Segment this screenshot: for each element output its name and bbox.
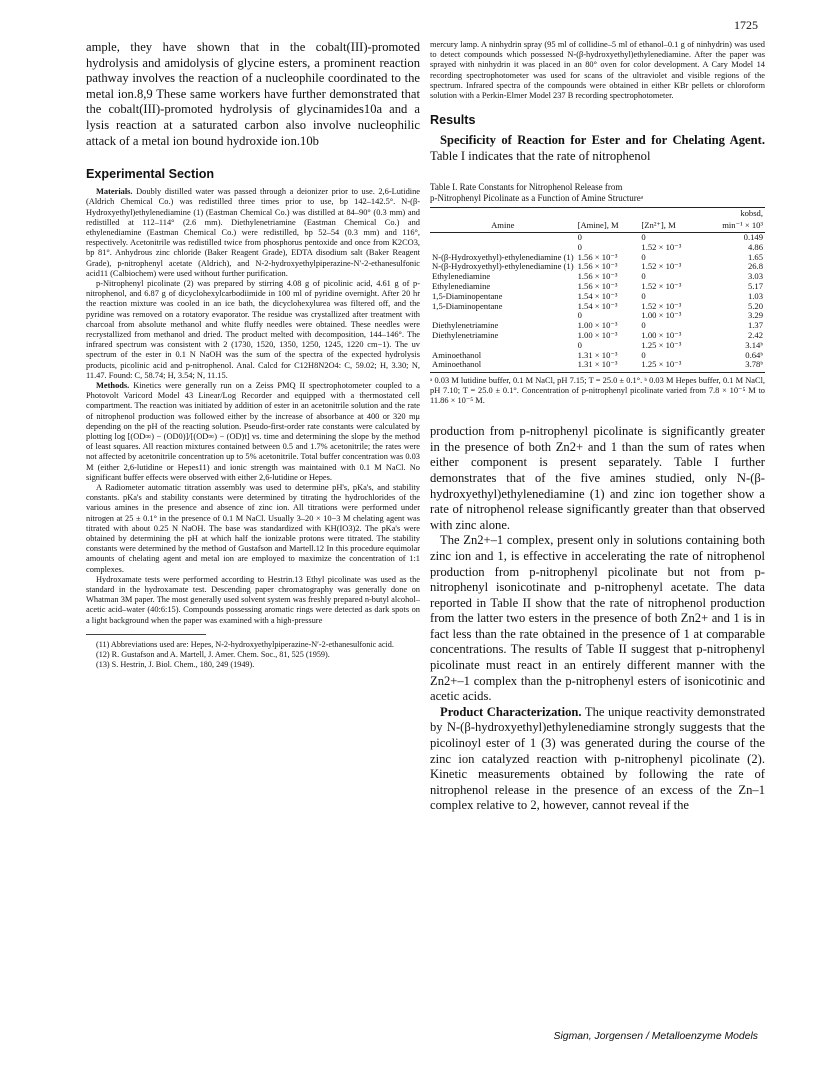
footnote-divider <box>86 634 206 635</box>
cell-kobsd: 2.42 <box>747 329 763 340</box>
intro-paragraph: ample, they have shown that in the cobalt(III)-promoted hydrolysis and amidolysis of glycine esters, a prominent reaction pathway involves the reaction of a nucleophile coordinated to the metal ion.8,9 These same workers have further demonstrated that the cobalt(III)-promoted hydrolysis of glycinamides10a and a lysis reaction at a saturated carbon also involve nucleophilic attack of a metal ion bound hydroxide ion.10b <box>86 40 420 148</box>
cell-kobsd: 0.64ᵇ <box>745 349 763 360</box>
materials-paragraph <box>86 187 420 279</box>
cell-amine: N-(β-Hydroxyethyl)-ethylenediamine (1) <box>432 261 574 272</box>
methods-paragraph <box>86 381 420 483</box>
cell-kobsd: 0.149 <box>743 232 763 242</box>
cell-amine: N-(β-Hydroxyethyl)-ethylenediamine (1) <box>432 251 574 262</box>
footnote-12: (12) R. Gustafson and A. Martell, J. Amer. Chem. Soc., 81, 525 (1959). <box>96 649 330 659</box>
materials-text: Doubly distilled water was passed through a deionizer prior to use. 2,6-Lutidine (Aldrich Chemical Co.) was redistilled three times prior to use, bp 142–142.5°. N-(β-Hydroxyethyl)ethylenediamine (1) (Eastman Chemical Co.) was distilled at 84–90° (0.3 mm) and redistilled at 112–114° (2.6 mm). Diethylenetriamine (Eastman Chemical Co.) and ethylenediamine (Eastman Chemical Co.) were redistilled, bp 52–54 (0.3 mm) and 116°, respectively. Acetonitrile was redistilled twice from phosphorus pentoxide and once from K2CO3, bp 81°. Anhydrous zinc chloride (Baker Reagent Grade), EDTA disodium salt (Baker Reagent Grade), p-nitrophenyl acetate (Aldrich), and N-2-hydroxyethylpiperazine-N′-2-ethanesulfonic acid11 (Calbiochem) were used without further purification. <box>86 187 420 278</box>
specificity-text: Table I indicates that the rate of nitrophenol <box>430 148 651 163</box>
cell-zn: 0 <box>641 232 646 242</box>
cell-amine: Aminoethanol <box>430 360 576 372</box>
cell-amine-conc: 1.56 × 10⁻³ <box>577 251 618 262</box>
cell-amine-conc: 0 <box>577 310 582 321</box>
cell-amine: Diethylenetriamine <box>432 320 499 331</box>
cell-kobsd: 5.20 <box>747 300 763 311</box>
cell-zn: 0 <box>641 271 646 282</box>
header-zn: [Zn²⁺], M <box>639 220 701 232</box>
header-kobsd-top: kobsd, <box>702 208 765 220</box>
table-1 <box>430 182 765 406</box>
left-column <box>86 40 420 670</box>
table-body <box>430 233 765 373</box>
cell-kobsd: 3.14ᵇ <box>745 339 763 350</box>
production-paragraph: production from p-nitrophenyl picolinate is significantly greater in the presence of both Zn2+ and 1 than the sum of rates when either component is present separately. Table I further demonstrates that of the five amines studied, only N-(β-hydroxyethyl)ethylenediamine (1) and zinc ion together show a rate of nitrophenol release significantly greater than that observed with zinc alone. <box>430 424 765 532</box>
cell-amine: Ethylenediamine <box>432 271 491 282</box>
cell-kobsd: 3.03 <box>747 271 763 282</box>
complex-paragraph: The Zn2+–1 complex, present only in solutions containing both zinc ion and 1, is effective in accelerating the rate of nitrophenol production from p-nitrophenyl picolinate but not from p-nitrophenyl isonicotinate and p-nitrophenyl acetate. The data reported in Table II show that the rate of nitrophenol production from the latter two esters in the presence of both Zn2+ and 1 is in fact less than the rate obtained in the presence of 1 at comparable concentrations. The results of Table II suggest that p-nitrophenyl picolinate must react in an entirely different manner with the Zn2+–1 complex than the p-nitrophenyl esters of isonicotinic and acetic acids. <box>430 533 765 704</box>
cell-kobsd: 5.17 <box>747 280 763 291</box>
radiometer-paragraph: A Radiometer automatic titration assembly was used to determine pH's, pKa's, and stability constants. pKa's and stability constants were determined by titrating the hydrochlorides of the various amines in the presence and absence of zinc ion. All titrations were performed under nitrogen at 25 ± 0.1° in the presence of 0.1 M NaCl. Usually 3–20 × 10−3 M chelating agent was titrated with about 0.25 N NaOH. The base was standardized with KH(IO3)2. The pKa's were obtained by determining the pH at which half the ionizable protons were titrated. The stability constants were determined by the method of Gustafson and Martell.12 In this procedure equimolar amounts of chelating agent and metal ion are employed to maximize the concentration of 1:1 complexes. <box>86 483 420 574</box>
cell-zn: 1.25 × 10⁻³ <box>639 360 701 372</box>
cell-zn: 1.25 × 10⁻³ <box>641 339 682 350</box>
footnote-13: (13) S. Hestrin, J. Biol. Chem., 180, 249 (1949). <box>96 659 255 669</box>
cell-kobsd: 3.78ᵇ <box>702 360 765 372</box>
cell-amine-conc: 0 <box>577 241 582 252</box>
hydroxamate-paragraph: Hydroxamate tests were performed according to Hestrin.13 Ethyl picolinate was used as the standard in the hydroxamate test. Descending paper chromatography was generally done on Whatman 3M paper. The most generally used solvent system was freshly prepared n-butyl alcohol–acetic acid–water (40:6:15). Compounds possessing aromatic rings were detected as dark spots on a light background when the paper was examined with a high-pressure <box>86 574 420 625</box>
product-heading: Product Characterization. <box>440 704 582 719</box>
cell-zn: 1.00 × 10⁻³ <box>641 310 682 321</box>
header-amine-conc: [Amine], M <box>576 220 640 232</box>
cell-amine-conc: 1.00 × 10⁻³ <box>577 329 618 340</box>
cell-zn: 0 <box>641 320 646 331</box>
picolinate-paragraph: p-Nitrophenyl picolinate (2) was prepared by stirring 4.08 g of picolinic acid, 4.61 g of p-nitrophenol, and 6.87 g of dicyclohexylcarbodiimide in 100 ml of pyridine overnight. After 20 hr the reaction mixture was cooled in an ice bath, the dicyclohexylurea was filtered off, and the pyridine was removed on a rotatory evaporator. The residue was crystallized after treatment with charcoal from absolute methanol and white fluffy needles were obtained. These needles were recrystallized from methanol and dried. The product melted with decomposition, 144–146°. The infrared spectrum was consistent with 2 (1730, 1520, 1350, 1250, 1245, 1220 cm−1). The uv spectrum of the ester in 0.1 N NaOH was the sum of the spectra of the expected hydrolysis products, picolinic acid and p-nitrophenol. Anal. Calcd for C12H8N2O4: C, 59.02; H, 3.30; N, 11.47. Found: C, 58.74; H, 3.54; N, 11.15. <box>86 278 420 380</box>
product-text: The unique reactivity demonstrated by N-(β-hydroxyethyl)ethylenediamine strongly suggests that the picolinoyl ester of 1 (3) was generated during the course of the zinc ion catalyzed reaction with p-nitrophenyl picolinate (2). Kinetic measurements obtained by following the rate of nitrophenol release in the presence of an excess of the Zn–1 complex relative to 2, however, cannot reveal if the <box>430 704 765 813</box>
specificity-paragraph <box>430 133 765 164</box>
cell-amine-conc: 1.54 × 10⁻³ <box>577 300 618 311</box>
cell-zn: 1.52 × 10⁻³ <box>641 241 682 252</box>
right-column <box>430 40 765 814</box>
cell-kobsd: 1.65 <box>747 251 763 262</box>
cell-amine-conc: 1.54 × 10⁻³ <box>577 290 618 301</box>
table-caption <box>430 182 765 204</box>
experimental-section-title: Experimental Section <box>86 167 215 182</box>
cell-amine: Aminoethanol <box>432 349 482 360</box>
cell-amine: Diethylenetriamine <box>432 329 499 340</box>
product-paragraph <box>430 705 765 814</box>
header-kobsd-bottom: min⁻¹ × 10³ <box>702 220 765 232</box>
cell-amine-conc: 1.31 × 10⁻³ <box>576 360 640 372</box>
cell-amine-conc: 1.56 × 10⁻³ <box>577 280 618 291</box>
header-amine: Amine <box>430 220 576 232</box>
table-caption-line-1: Table I. Rate Constants for Nitrophenol Release from <box>430 182 623 193</box>
running-footer: Sigman, Jorgensen / Metalloenzyme Models <box>553 1031 758 1042</box>
cell-amine: 1,5-Diaminopentane <box>432 300 503 311</box>
cell-zn: 1.00 × 10⁻³ <box>641 329 682 340</box>
methods-text: Kinetics were generally run on a Zeiss PMQ II spectrophotometer coupled to a Photovolt Varicord Model 43 Linear/Log Recorder and equipped with a thermostated cell compartment. The reaction was initiated by addition of ester in an acetonitrile solution and the rate of nitrophenol production was followed either by the increase of absorbance at 400 or 320 mμ depending on the pH of the reacting solution. Pseudo-first-order rate constants were calculated by plotting log [(OD∞) − (OD0)]/[(OD∞) − (OD)t] vs. time and determining the slope by the method of least squares. All reaction mixtures contained between 0.5 and 1.7% acetonitrile; the rates were not affected by acetonitrile concentration up to 5% acetonitrile. Total buffer concentration was 0.03 M (either 2,6-lutidine or Hepes11) and ionic strength was maintained with 0.1 M NaCl. No significant buffer effects were observed with either 2,6-lutidine or Hepes. <box>86 381 421 482</box>
materials-heading: Materials. <box>96 187 133 197</box>
cell-amine-conc: 0 <box>577 232 582 242</box>
cell-zn: 1.52 × 10⁻³ <box>641 280 682 291</box>
cell-kobsd: 1.37 <box>747 320 763 331</box>
footnote-11: (11) Abbreviations used are: Hepes, N-2-hydroxyethylpiperazine-N′-2-ethanesulfonic acid. <box>96 639 394 649</box>
cell-zn: 1.52 × 10⁻³ <box>641 261 682 272</box>
rate-constants-table <box>430 207 765 373</box>
cell-kobsd: 26.8 <box>747 261 763 272</box>
specificity-heading: Specificity of Reaction for Ester and for Chelating Agent. <box>440 133 765 148</box>
results-section-title: Results <box>430 113 476 128</box>
cell-zn: 0 <box>641 290 646 301</box>
cell-zn: 1.52 × 10⁻³ <box>641 300 682 311</box>
cell-amine-conc: 1.31 × 10⁻³ <box>577 349 618 360</box>
cell-kobsd: 3.29 <box>747 310 763 321</box>
cell-zn: 0 <box>641 349 646 360</box>
footnotes <box>86 640 420 670</box>
cell-kobsd: 1.03 <box>747 290 763 301</box>
lamp-paragraph: mercury lamp. A ninhydrin spray (95 ml of collidine–5 ml of ethanol–0.1 g of ninhydrin) was used to detect compounds which possessed N-(β-hydroxyethyl)ethylenediamine. After the paper was sprayed with ninhydrin it was placed in an 80° oven for color development. A Cary Model 14 recording spectrophotometer was used for scans of the ultraviolet and visible regions of the spectrum. Infrared spectra of the compounds were obtained in either KBr pellets or chloroform solution with a Perkin-Elmer Model 237 B recording spectrophotometer. <box>430 40 765 101</box>
cell-zn: 0 <box>641 251 646 262</box>
table-row <box>430 331 765 341</box>
table-row <box>430 302 765 312</box>
table-row <box>430 233 765 243</box>
cell-amine-conc: 0 <box>577 339 582 350</box>
page-number: 1725 <box>734 18 758 32</box>
table-caption-line-2: p-Nitrophenyl Picolinate as a Function of Amine Structureᵃ <box>430 193 644 204</box>
table-row <box>430 360 765 372</box>
cell-amine-conc: 1.56 × 10⁻³ <box>577 261 618 272</box>
methods-heading: Methods. <box>96 381 130 391</box>
cell-amine: 1,5-Diaminopentane <box>432 290 503 301</box>
cell-amine-conc: 1.56 × 10⁻³ <box>577 271 618 282</box>
table-notes: ᵃ 0.03 M lutidine buffer, 0.1 M NaCl, pH 7.15; T = 25.0 ± 0.1°. ᵇ 0.03 M Hepes buffer, 0.1 M NaCl, pH 7.10; T = 25.0 ± 0.1°. Concentration of p-nitrophenyl picolinate varied from 7.8 × 10⁻⁵ M to 11.86 × 10⁻⁵ M. <box>430 376 765 406</box>
cell-amine <box>430 233 576 243</box>
cell-kobsd: 4.86 <box>747 241 763 252</box>
cell-amine: Ethylenediamine <box>432 280 491 291</box>
cell-amine-conc: 1.00 × 10⁻³ <box>577 320 618 331</box>
